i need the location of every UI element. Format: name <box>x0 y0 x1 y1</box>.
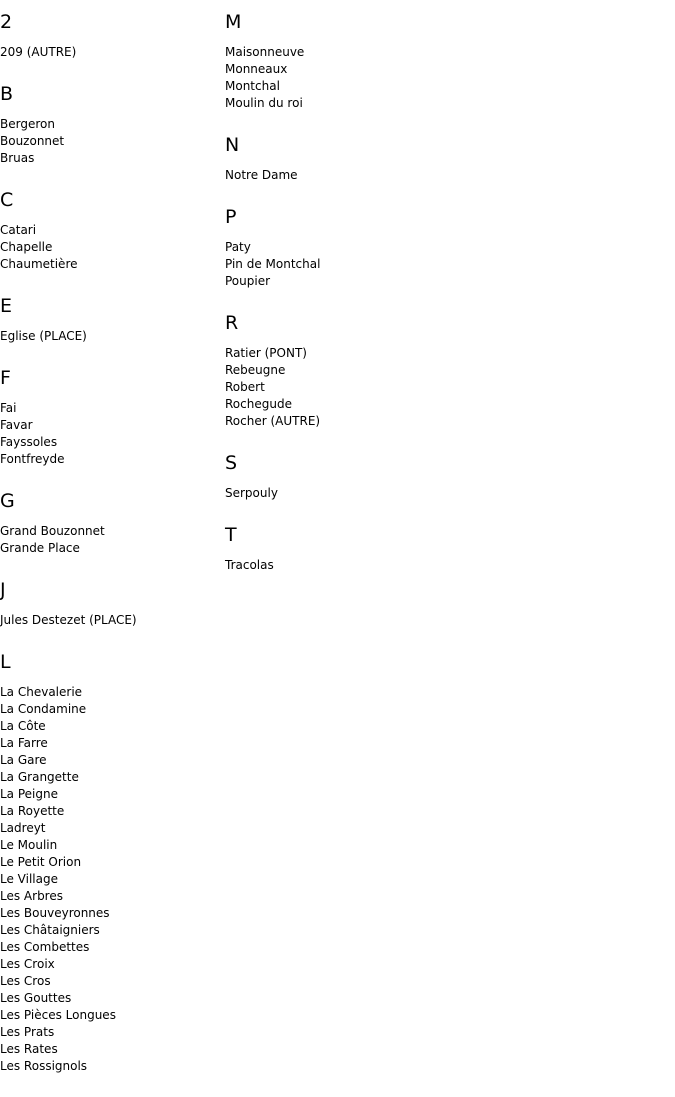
street-item-robert: Robert <box>225 380 265 394</box>
street-item-catari: Catari <box>0 223 37 237</box>
letter-group-n <box>225 133 445 184</box>
street-item-la-peigne: La Peigne <box>0 787 58 801</box>
street-item-poupier: Poupier <box>225 274 271 288</box>
street-item-la-farre: La Farre <box>0 736 48 750</box>
letter-group-j <box>0 578 220 629</box>
street-list <box>0 116 220 167</box>
street-item-bruas: Bruas <box>0 151 35 165</box>
street-list <box>225 557 445 574</box>
letter-group-l <box>0 650 220 1075</box>
street-list <box>0 222 220 273</box>
street-item-fai: Fai <box>0 401 17 415</box>
street-item-montchal: Montchal <box>225 79 280 93</box>
letter-heading: N <box>225 134 240 156</box>
street-item-les-rates: Les Rates <box>0 1042 58 1056</box>
street-item-les-prats: Les Prats <box>0 1025 55 1039</box>
letter-heading: 2 <box>0 11 13 33</box>
street-item-grande-place: Grande Place <box>0 541 80 555</box>
street-item-monneaux: Monneaux <box>225 62 288 76</box>
letter-group-b <box>0 82 220 167</box>
street-item-rebeugne: Rebeugne <box>225 363 286 377</box>
street-item-les-cros: Les Cros <box>0 974 51 988</box>
street-item-tracolas: Tracolas <box>225 558 274 572</box>
letter-group-r <box>225 311 445 430</box>
street-item-pin-de-montchal: Pin de Montchal <box>225 257 321 271</box>
street-item-moulin-du-roi: Moulin du roi <box>225 96 303 110</box>
street-item-fayssoles: Fayssoles <box>0 435 58 449</box>
street-item-la-condamine: La Condamine <box>0 702 87 716</box>
street-item-chapelle: Chapelle <box>0 240 53 254</box>
street-item-209-autre: 209 (AUTRE) <box>0 45 77 59</box>
street-list <box>0 44 220 61</box>
street-list <box>0 328 220 345</box>
letter-heading: M <box>225 11 242 33</box>
letter-heading: P <box>225 206 237 228</box>
street-item-les-pieces-longues: Les Pièces Longues <box>0 1008 116 1022</box>
street-item-les-arbres: Les Arbres <box>0 889 63 903</box>
letter-heading: J <box>0 579 6 601</box>
street-list <box>225 167 445 184</box>
street-item-la-grangette: La Grangette <box>0 770 79 784</box>
letter-heading: E <box>0 295 13 317</box>
street-item-maisonneuve: Maisonneuve <box>225 45 305 59</box>
letter-group-f <box>0 366 220 468</box>
street-item-les-combettes: Les Combettes <box>0 940 90 954</box>
street-item-paty: Paty <box>225 240 251 254</box>
street-item-la-chevalerie: La Chevalerie <box>0 685 83 699</box>
letter-group-e <box>0 294 220 345</box>
street-item-rochegude: Rochegude <box>225 397 292 411</box>
street-item-la-cote: La Côte <box>0 719 46 733</box>
letter-group-c <box>0 188 220 273</box>
letter-heading: R <box>225 312 239 334</box>
street-list <box>0 400 220 468</box>
street-item-favar: Favar <box>0 418 33 432</box>
street-item-bergeron: Bergeron <box>0 117 55 131</box>
street-item-ratier-pont: Ratier (PONT) <box>225 346 307 360</box>
street-item-le-petit-orion: Le Petit Orion <box>0 855 82 869</box>
street-list <box>0 684 220 1075</box>
street-item-ladreyt: Ladreyt <box>0 821 46 835</box>
street-item-grand-bouzonnet: Grand Bouzonnet <box>0 524 105 538</box>
letter-heading: L <box>0 651 11 673</box>
street-item-jules-destezet-place: Jules Destezet (PLACE) <box>0 613 137 627</box>
street-item-les-croix: Les Croix <box>0 957 55 971</box>
street-item-les-bouveyronnes: Les Bouveyronnes <box>0 906 110 920</box>
street-item-le-moulin: Le Moulin <box>0 838 58 852</box>
letter-group-s <box>225 451 445 502</box>
street-index-left-column <box>0 10 220 1075</box>
street-list <box>0 523 220 557</box>
letter-heading: C <box>0 189 14 211</box>
street-item-la-gare: La Gare <box>0 753 47 767</box>
letter-heading: S <box>225 452 238 474</box>
street-item-fontfreyde: Fontfreyde <box>0 452 65 466</box>
street-list <box>225 485 445 502</box>
letter-heading: B <box>0 83 14 105</box>
street-item-rocher-autre: Rocher (AUTRE) <box>225 414 321 428</box>
street-list <box>225 345 445 430</box>
street-list <box>0 612 220 629</box>
letter-heading: T <box>225 524 237 546</box>
street-item-le-village: Le Village <box>0 872 58 886</box>
street-item-chaumetiere: Chaumetière <box>0 257 78 271</box>
street-item-notre-dame: Notre Dame <box>225 168 298 182</box>
street-item-les-chataigniers: Les Châtaigniers <box>0 923 100 937</box>
letter-group-t <box>225 523 445 574</box>
street-index-right-column <box>225 10 445 574</box>
letter-group-g <box>0 489 220 557</box>
letter-group-p <box>225 205 445 290</box>
street-list <box>225 44 445 112</box>
street-item-la-royette: La Royette <box>0 804 65 818</box>
street-item-eglise-place: Eglise (PLACE) <box>0 329 87 343</box>
letter-heading: F <box>0 367 11 389</box>
letter-group-m <box>225 10 445 112</box>
street-item-les-gouttes: Les Gouttes <box>0 991 72 1005</box>
street-item-les-rossignols: Les Rossignols <box>0 1059 88 1073</box>
street-list <box>225 239 445 290</box>
street-item-bouzonnet: Bouzonnet <box>0 134 65 148</box>
letter-group-2 <box>0 10 220 61</box>
letter-heading: G <box>0 490 15 512</box>
street-item-serpouly: Serpouly <box>225 486 278 500</box>
